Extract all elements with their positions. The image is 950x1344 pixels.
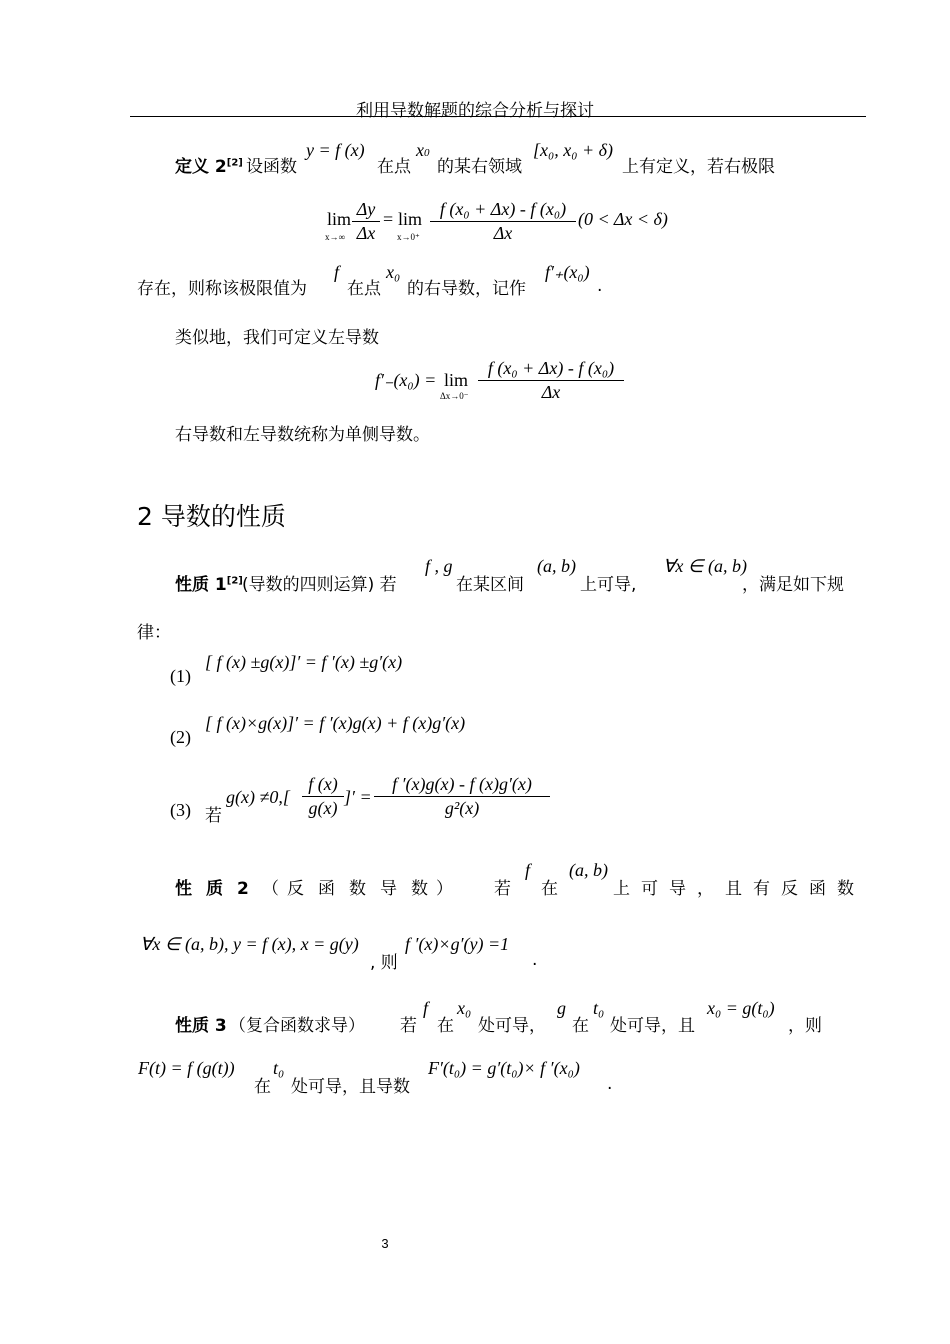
formula2-denominator: Δx (541, 382, 561, 402)
property-3-math-f: f (423, 998, 429, 1018)
property-3-line2-math-composite: F(t) = f (g(t)) (138, 1058, 235, 1078)
formula2-fraction (478, 358, 624, 403)
rule-3-main-numerator: f ′(x)g(x) - f (x)g′(x) (374, 774, 550, 797)
formula1-equals: = (383, 209, 394, 229)
definition-2-text-4: 上有定义，若右极限 (622, 157, 775, 177)
property-3-label: 性质 3 (175, 1016, 227, 1036)
property-1-text-1: (导数的四则运算) 若 (242, 575, 397, 595)
definition-2-math-function: y = f (x) (306, 140, 365, 160)
property-3-math-t0: t₀ (593, 998, 605, 1018)
property-1-math-fg: f , g (425, 556, 453, 576)
rule-3-inner-fraction (302, 774, 344, 819)
formula1-condition: (0 < Δx < δ) (578, 209, 668, 229)
property-2-line2-formula: f ′(x)×g′(y) =1 (405, 934, 510, 954)
rule-2-formula: [ f (x)×g(x)]′ = f ′(x)g(x) + f (x)g′(x) (205, 713, 466, 733)
property-2-line2-then: , 则 (370, 953, 398, 973)
property-3-line2-math-t0: t₀ (273, 1058, 285, 1078)
exist-text-3: 的右导数，记作 (407, 279, 526, 299)
rule-3-after: ]′ = (344, 787, 372, 807)
property-3-text-7: ，则 (788, 1016, 822, 1036)
formula1-fraction-2-numerator: f (x₀ + Δx) - f (x₀) (430, 199, 576, 222)
property-2-if: 若 (494, 879, 511, 899)
exist-math-right-derivative: f′₊(x₀) (545, 262, 590, 282)
rule-3-main-denominator: g²(x) (444, 798, 480, 818)
property-3-math-g: g (557, 998, 566, 1018)
formula1-fraction-2-denominator: Δx (493, 223, 513, 243)
property-3-math-condition: x₀ = g(t₀) (707, 998, 775, 1018)
formula1-fraction-1 (352, 199, 380, 244)
rule-2-number: (2) (170, 727, 191, 747)
property-3-text-3: 在 (437, 1016, 454, 1036)
property-3-line2-period: . (607, 1074, 613, 1094)
property-1-text-3: 上可导, (580, 575, 637, 595)
definition-2-text-3: 的某右领域 (437, 157, 522, 177)
property-3-text-5: 在 (572, 1016, 589, 1036)
property-2-math-f: f (525, 860, 531, 880)
formula1-fraction-1-denominator: Δx (356, 223, 376, 243)
property-3-text-4: 处可导， (478, 1016, 546, 1036)
property-2-at: 在 (541, 879, 558, 899)
definition-2-label: 定义 2[2] (175, 157, 243, 177)
property-1-text-2: 在某区间 (456, 575, 524, 595)
property-2-label: 性 质 2 (175, 879, 249, 899)
formula1-lim-2: lim (398, 209, 423, 229)
property-3-text-1: （复合函数求导） (229, 1016, 365, 1036)
property-3-text-6: 处可导，且 (610, 1016, 695, 1036)
rule-3-inner-numerator: f (x) (302, 774, 344, 797)
rule-3-condition: g(x) ≠0,[ (226, 787, 290, 807)
formula1-lim-1: lim (327, 209, 352, 229)
exist-text-2: 在点 (347, 279, 381, 299)
property-3-line2-text-1: 在 (254, 1077, 271, 1097)
page-header-title: 利用导数解题的综合分析与探讨 (356, 101, 594, 121)
property-1-text-4: ，满足如下规 (742, 575, 844, 595)
formula1-fraction-1-numerator: Δy (352, 199, 380, 222)
header-rule (130, 116, 866, 117)
property-1-text-5: 律： (137, 623, 171, 643)
property-3-math-x0: x₀ (457, 998, 472, 1018)
property-2-tail: 上 可 导 ， 且 有 反 函 数 (613, 879, 854, 899)
formula2-lim: lim (444, 370, 469, 390)
rule-3-inner-denominator: g(x) (308, 798, 338, 818)
formula1-lim-2-sub: x→0⁺ (397, 232, 420, 242)
definition-2-text-1: 设函数 (246, 157, 297, 177)
property-2-line2-period: . (532, 950, 538, 970)
property-3-text-2: 若 (400, 1016, 417, 1036)
similar-text: 类似地，我们可定义左导数 (175, 328, 379, 348)
definition-2-text-2: 在点 (377, 157, 411, 177)
rule-3-main-fraction (374, 774, 550, 819)
summary-text: 右导数和左导数统称为单侧导数。 (175, 425, 430, 445)
section-heading: 2 导数的性质 (137, 502, 286, 531)
exist-period: . (597, 276, 603, 296)
exist-math-f: f (334, 262, 340, 282)
property-2-description: （ 反 函 数 导 数 ） (262, 879, 453, 899)
definition-2-math-point: x0 (416, 140, 430, 160)
property-1-label: 性质 1[2] (175, 575, 243, 595)
page-number: 3 (381, 1236, 389, 1251)
property-1-math-forall: ∀x ∈ (a, b) (663, 556, 747, 576)
exist-math-x0: x₀ (386, 262, 401, 282)
formula2-lhs: f′₋(x₀) = (375, 370, 437, 390)
formula2-numerator: f (x₀ + Δx) - f (x₀) (478, 358, 624, 381)
rule-3-if: 若 (205, 806, 222, 826)
formula1-lim-1-sub: x→∞ (325, 232, 345, 242)
formula1-fraction-2 (430, 199, 576, 244)
property-2-line2-math: ∀x ∈ (a, b), y = f (x), x = g(y) (140, 934, 359, 954)
property-3-line2-text-2: 处可导，且导数 (291, 1077, 410, 1097)
property-2-math-interval: (a, b) (569, 860, 608, 880)
property-1-math-interval: (a, b) (537, 556, 576, 576)
property-3-line2-math-derivative: F′(t₀) = g′(t₀)× f ′(x₀) (428, 1058, 580, 1078)
rule-3-number: (3) (170, 800, 191, 820)
definition-2-math-neighborhood: [x₀, x₀ + δ) (533, 140, 614, 160)
rule-1-formula: [ f (x) ±g(x)]′ = f ′(x) ±g′(x) (205, 652, 403, 672)
exist-text-1: 存在，则称该极限值为 (137, 279, 307, 299)
rule-1-number: (1) (170, 666, 191, 686)
formula2-lim-sub: Δx→0⁻ (440, 391, 469, 401)
